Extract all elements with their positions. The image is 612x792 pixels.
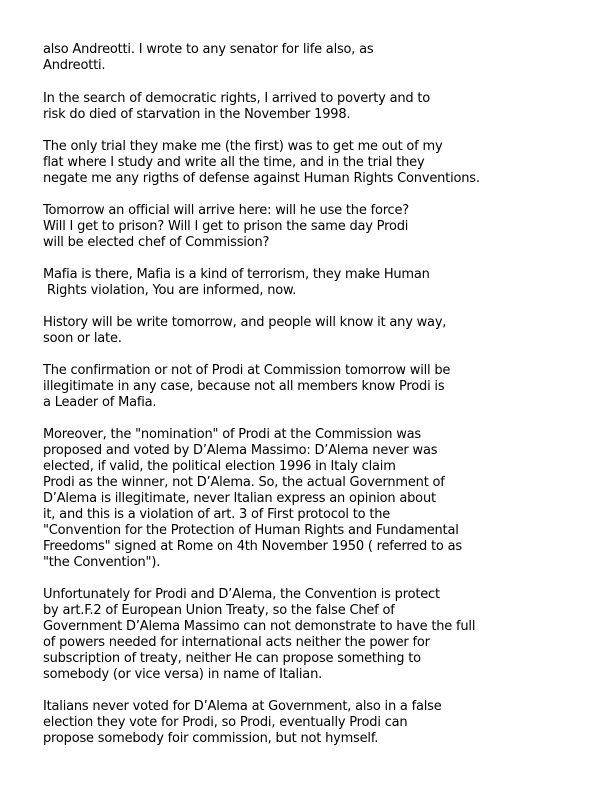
paragraph-5 xyxy=(43,267,430,299)
text-line: will be elected chef of Commission? xyxy=(43,235,270,250)
text-line: subscription of treaty, neither He can propose something to xyxy=(43,651,421,666)
text-line: a Leader of Mafia. xyxy=(43,395,157,410)
text-line: propose somebody foir commission, but not hymself. xyxy=(43,731,379,746)
paragraph-6 xyxy=(43,315,446,347)
text-line: Prodi as the winner, not D’Alema. So, the actual Government of xyxy=(43,475,445,490)
text-line: D’Alema is illegitimate, never Italian express an opinion about xyxy=(43,491,436,506)
text-line: Will I get to prison? Will I get to prison the same day Prodi xyxy=(43,219,409,234)
text-line: of powers needed for international acts neither the power for xyxy=(43,635,430,650)
paragraph-4 xyxy=(43,203,409,251)
paragraph-2 xyxy=(43,91,430,123)
text-line: risk do died of starvation in the November 1998. xyxy=(43,107,351,122)
text-line: The confirmation or not of Prodi at Commission tomorrow will be xyxy=(43,363,451,378)
text-line: illegitimate in any case, because not all members know Prodi is xyxy=(43,379,445,394)
text-line: Moreover, the "nomination" of Prodi at the Commission was xyxy=(43,427,421,442)
text-line: Mafia is there, Mafia is a kind of terrorism, they make Human xyxy=(43,267,430,282)
text-line: "Convention for the Protection of Human Rights and Fundamental xyxy=(43,523,459,538)
paragraph-1 xyxy=(43,42,374,74)
paragraph-3 xyxy=(43,139,480,187)
text-line: Rights violation, You are informed, now. xyxy=(43,283,297,298)
text-line: Andreotti. xyxy=(43,58,106,73)
text-line: "the Convention"). xyxy=(43,555,161,570)
text-line: by art.F.2 of European Union Treaty, so the false Chef of xyxy=(43,603,395,618)
text-line: soon or late. xyxy=(43,331,122,346)
text-line: somebody (or vice versa) in name of Italian. xyxy=(43,667,323,682)
paragraph-7 xyxy=(43,363,450,411)
text-line: Tomorrow an official will arrive here: will he use the force? xyxy=(43,203,410,218)
text-line: Italians never voted for D’Alema at Government, also in a false xyxy=(43,699,442,714)
text-line: elected, if valid, the political election 1996 in Italy claim xyxy=(43,459,396,474)
text-line: also Andreotti. I wrote to any senator for life also, as xyxy=(43,42,374,57)
text-line: it, and this is a violation of art. 3 of First protocol to the xyxy=(43,507,391,522)
text-line: Government D’Alema Massimo can not demonstrate to have the full xyxy=(43,619,476,634)
text-line: The only trial they make me (the first) was to get me out of my xyxy=(43,139,443,154)
text-line: Freedoms" signed at Rome on 4th November 1950 ( referred to as xyxy=(43,539,462,554)
text-line: flat where I study and write all the time, and in the trial they xyxy=(43,155,425,170)
text-line: History will be write tomorrow, and people will know it any way, xyxy=(43,315,447,330)
text-line: negate me any rigths of defense against Human Rights Conventions. xyxy=(43,171,480,186)
text-line: In the search of democratic rights, I arrived to poverty and to xyxy=(43,91,431,106)
text-line: Unfortunately for Prodi and D’Alema, the Convention is protect xyxy=(43,587,440,602)
text-line: election they vote for Prodi, so Prodi, eventually Prodi can xyxy=(43,715,408,730)
paragraph-9 xyxy=(43,587,475,683)
paragraph-10 xyxy=(43,699,442,747)
text-line: proposed and voted by D’Alema Massimo: D’Alema never was xyxy=(43,443,438,458)
paragraph-8 xyxy=(43,427,462,571)
